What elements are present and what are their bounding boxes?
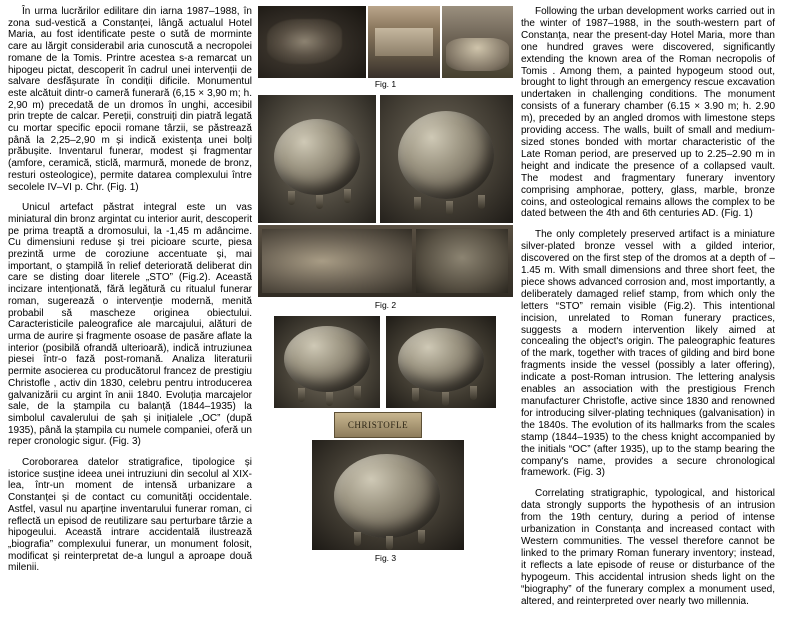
vessel-body	[398, 111, 494, 199]
figure-1-photo-wall	[368, 6, 440, 78]
vessel-body	[334, 454, 440, 538]
figure-1-caption: Fig. 1	[374, 79, 397, 89]
paragraph-en-2: The only completely preserved artifact is a miniature silver-plated bronze vessel with a gilded interior, discovered on the first step of the dromos at a depth of –1.45 m. With small dimensions and three short feet, the piece shows advanced corrosion and, most importantly, a deliberately damaged relief stamp, from which only the letters “STO” remain visible (Fig.2). This intentional incision, unrelated to Roman funerary practices, suggests a modern intervention likely aimed at concealing the object's origin. The paleographic features of the mark, together with traces of gilding and bird bone fragments inside the vessel (possibly a later offering), indicate a post-Roman intrusion. The lettering analysis enables an association with the prestigious French manufacturer Christofle, active since 1830 and renowned for introducing silver-plating techniques (galvanisation) in the 1840s. The evolution of its hallmarks from the scales stamp (1844–1935) to the chess knight accompanied by the initials “OC” (after 1935), up to the stamp bearing the company's name, provides a secure chronological framework. (Fig. 3)	[521, 229, 775, 479]
vessel-leg	[354, 532, 361, 546]
vessel-leg	[386, 536, 393, 550]
figure-column	[258, 6, 513, 629]
figure-3-photo-left	[274, 316, 380, 408]
figure-3	[258, 316, 513, 564]
vessel-leg	[418, 530, 425, 544]
figure-2-photo-vessel-side	[380, 95, 513, 223]
figure-2-caption: Fig. 2	[374, 300, 397, 310]
paragraph-ro-3: Coroborarea datelor stratigrafice, tipologice și istorice susține ideea unei intruziuni din secolul al XIX-lea, într-un moment de intensă urbanizare a Constanței și de contact cu comunități occidentale. Astfel, vasul nu aparține inventarului funerar roman, ci reflectă un episod de reutilizare sau perturbare târzie a hipogeului. Această intrare accidentală ilustrează „biografia” complexului funerar, un monument folosit, modificat și reinterpretat de-a lungul a aproape două milenii.	[8, 457, 252, 574]
vessel-leg	[326, 392, 333, 406]
figure-1-photo-dromos	[258, 6, 366, 78]
christofle-stamp	[334, 412, 422, 438]
figure-2-photo-stamp-detail	[258, 225, 513, 297]
figure-3-photo-bottom	[312, 440, 464, 550]
vessel-leg	[298, 388, 305, 402]
figure-3-photo-right	[386, 316, 496, 408]
left-text-column	[8, 6, 258, 629]
right-text-column	[513, 6, 775, 629]
figure-2	[258, 95, 513, 310]
vessel-body	[284, 326, 370, 392]
stamp-macro-photo	[262, 229, 412, 293]
vessel-body	[398, 328, 484, 392]
vessel-leg	[354, 386, 361, 400]
paragraph-ro-1: În urma lucrărilor edilitare din iarna 1987–1988, în zona sud-vestică a Constanței, lângă actualul Hotel Maria, au fost identificate peste o sută de morminte care au lărgit considerabil aria cunoscută a necropolei romane de la Tomis. Printre acestea s-a remarcat un hipogeu pictat, descoperit în cadrul unei intervenții de salvare desfășurate în condiții dificile. Monumentul este alcătuit dintr-o cameră funerară (6,15 × 3,90 m; h. 2,90 m) precedată de un dromos în unghi, accesibil prin trepte de calcar. Pereții, construiți din piatră legată cu mortar specific epocii romane târzii, se păstrează până la 2,25–2,90 m și indică existența unei bolți prăbușite. Inventarul funerar, modest și fragmentar (amfore, ceramică, sticlă, marmură, monede de bronz, resturi osteologice), permite datarea complexului între secolele IV–VI p. Chr. (Fig. 1)	[8, 6, 252, 193]
figure-3-caption: Fig. 3	[374, 553, 397, 563]
vessel-leg	[414, 197, 421, 211]
vessel-leg	[478, 195, 485, 209]
figure-2-photo-vessel-top	[258, 95, 376, 223]
vessel-leg	[288, 191, 295, 205]
vessel-body	[274, 119, 360, 195]
vessel-leg	[412, 388, 419, 402]
paragraph-en-3: Correlating stratigraphic, typological, and historical data strongly supports the hypothesis of an intrusion from the 19th century, during a period of intense urbanization in Constanța and increased contact with Western communities. The vessel therefore cannot be linked to the primary Roman funerary inventory; instead, it reflects a late episode of reuse or disturbance of the hypogeum. This accidental intrusion sheds light on the “biography” of the funerary complex a monument used, altered, and reinterpreted over nearly two millennia.	[521, 488, 775, 607]
vessel-leg	[316, 195, 323, 209]
figure-1	[258, 6, 513, 89]
vessel-leg	[446, 201, 453, 215]
paragraph-ro-2: Unicul artefact păstrat integral este un vas miniatural din bronz argintat cu interior aurit, descoperit pe prima treaptă a dromosului, la -1,45 m adâncime. Cu dimensiuni reduse și trei picioare scurte, piesa prezintă urme de coroziune accentuate și, mai important, o ștampilă în relief deteriorată deliberat din care se disting doar literele „STO” (Fig.2). Această incizare intenționată, fără legătură cu ritualul funerar roman, sugerează o intervenție modernă, menită probabil să mascheze originea obiectului. Caracteristicile paleografice ale marcajului, alături de urma de aurire și fragmente osoase de pasăre aflate la interior (posibilă ofrandă ulterioară), indică intruziunea piesei într-o fază post-romană. Analiza literaturii permite asocierea cu producătorul francez de prestigiu Christofle , activ din 1830, celebru pentru introducerea galvanizării cu argint în anii 1840. Evoluția marcajelor sale, de la ștampila cu balanță (1844–1935) la simbolul cavalerului de șah și inițialele „OC” (după 1935), până la ștampila cu numele companiei, oferă un reper cronologic sigur. (Fig. 3)	[8, 202, 253, 448]
christofle-stamp-text: CHRISTOFLE	[347, 420, 409, 430]
interior-gilding-photo	[416, 229, 508, 293]
vessel-leg	[344, 189, 351, 203]
paragraph-en-1: Following the urban development works carried out in the winter of 1987–1988, in the south-western part of Constanța, near the present-day Hotel Maria, more than one hundred graves were discovered, significantly extending the known area of the Roman necropolis of Tomis . Among them, a painted hypogeum stood out, brought to light through an emergency rescue excavation undertaken in challenging conditions. The monument consists of a funerary chamber (6.15 × 3.90 m; h. 2.90 m), preceded by an angled dromos with limestone steps providing access. The walls, built of small and medium-sized stones bonded with mortar characteristic of the Late Roman period, are preserved up to 2.25–2.90 m in height and indicate the presence of a collapsed vault. The modest and fragmentary funerary inventory comprising amphorae, pottery, glass, marble, bronze coins, and osteological remains allows the complex to be dated between the 4th and 6th centuries AD. (Fig. 1)	[521, 6, 775, 220]
vessel-leg	[470, 386, 477, 400]
vessel-leg	[442, 392, 449, 406]
figure-1-images	[258, 6, 513, 78]
figure-1-photo-chamber	[442, 6, 513, 78]
